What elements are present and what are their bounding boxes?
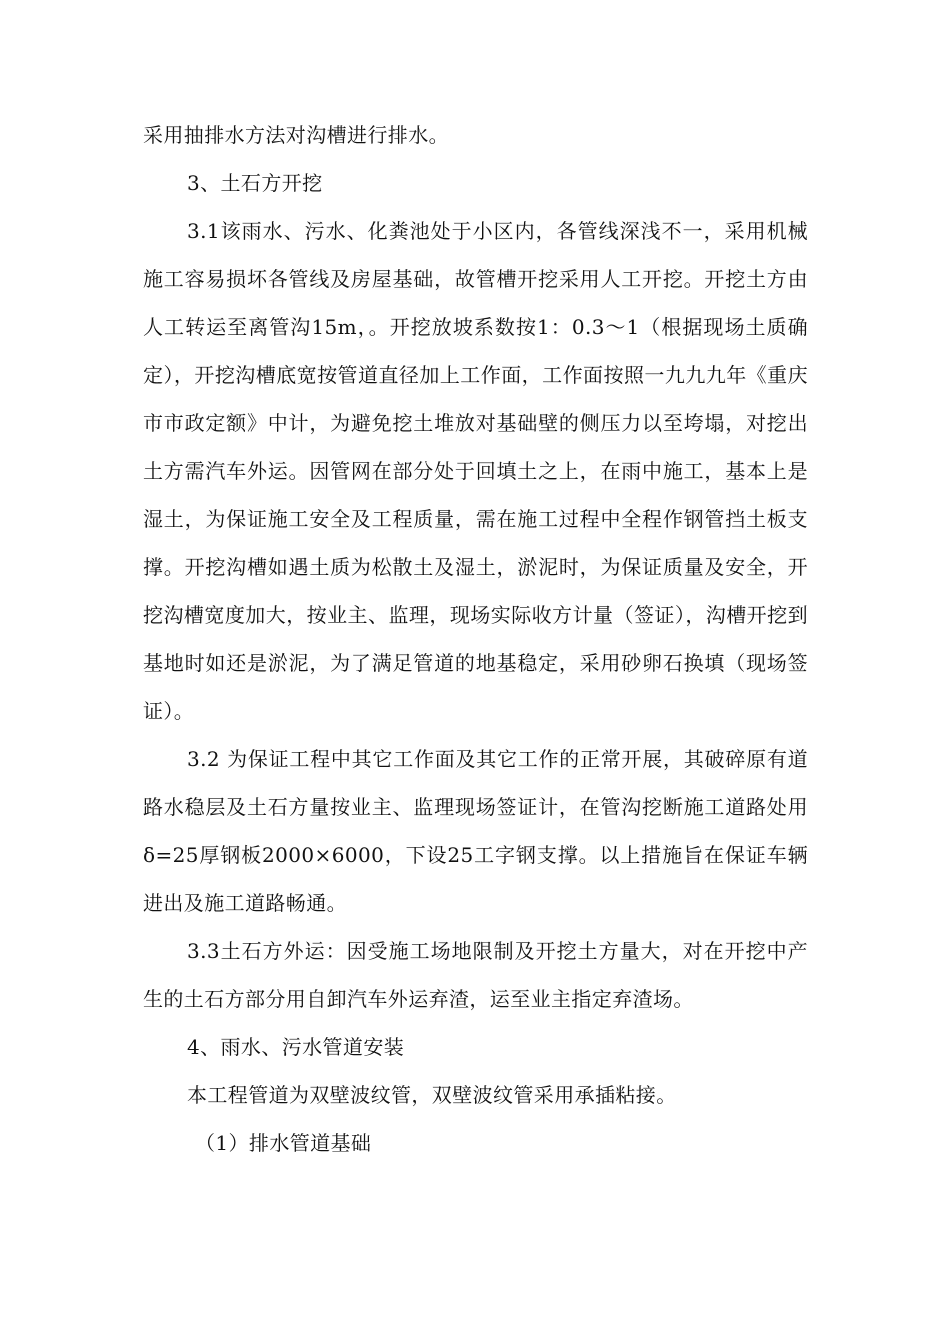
heading-pipe-foundation: （1）排水管道基础 (195, 1131, 372, 1155)
paragraph-3-2: 3.2 为保证工程中其它工作面及其它工作的正常开展，其破碎原有道路水稳层及土石方量按业主、监理现场签证计，在管沟挖断施工道路处用δ=25厚钢板2000×6000，下设25工字钢支撑。以上措施旨在保证车辆进出及施工道路畅通。 (143, 747, 808, 915)
paragraph-3-3: 3.3土石方外运：因受施工场地限制及开挖土方量大，对在开挖中产生的土石方部分用自卸汽车外运弃渣，运至业主指定弃渣场。 (143, 939, 808, 1011)
paragraph-pipe-type: 本工程管道为双壁波纹管，双壁波纹管采用承插粘接。 (187, 1083, 677, 1107)
heading-pipe-installation: 4、雨水、污水管道安装 (187, 1035, 405, 1059)
heading-earthwork-excavation: 3、土石方开挖 (187, 171, 323, 195)
paragraph-drainage-method: 采用抽排水方法对沟槽进行排水。 (143, 123, 449, 147)
paragraph-3-1: 3.1该雨水、污水、化粪池处于小区内，各管线深浅不一，采用机械施工容易损坏各管线及房屋基础，故管槽开挖采用人工开挖。开挖土方由人工转运至离管沟15m，。开挖放坡系数按1：0.3～1（根据现场土质确定），开挖沟槽底宽按管道直径加上工作面，工作面按照一九九九年《重庆市市政定额》中计，为避免挖土堆放对基础壁的侧压力以至垮塌，对挖出土方需汽车外运。因管网在部分处于回填土之上，在雨中施工，基本上是湿土，为保证施工安全及工程质量，需在施工过程中全程作钢管挡土板支撑。开挖沟槽如遇土质为松散土及湿土，淤泥时，为保证质量及安全，开挖沟槽宽度加大，按业主、监理，现场实际收方计量（签证），沟槽开挖到基地时如还是淤泥，为了满足管道的地基稳定，采用砂卵石换填（现场签证）。 (143, 219, 808, 723)
document-body (143, 111, 808, 1167)
